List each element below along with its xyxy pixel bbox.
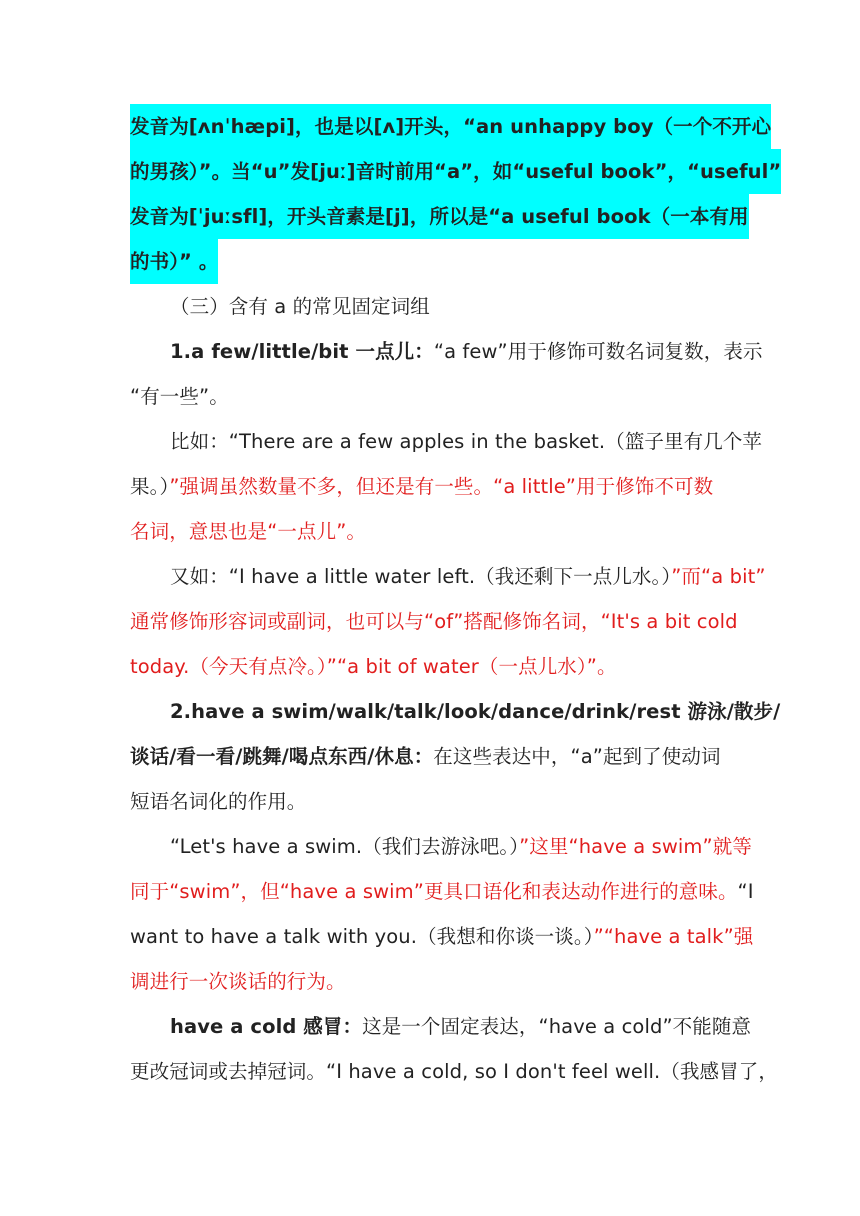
text-line [130,329,763,374]
text-line: 更改冠词或去掉冠词。“I have a cold, so I don't feel well.（我感冒了， [130,1060,778,1083]
body-text: want to have a talk with you.（我想和你谈一谈。） [130,925,594,948]
red-note: 通常修饰形容词或副词，也可以与“of”搭配修饰名词，“It's a bit cold [130,610,738,633]
body-text: 在这些表达中，“a”起到了使动词 [433,745,721,768]
highlighted-text: 发音为[ˈjuːsfl]，开头音素是[j]，所以是“a useful book（一本有用 [130,194,749,239]
text-line [130,869,754,914]
body-text: 果。） [130,475,170,498]
text-line: “有一些”。 [130,385,229,408]
body-text: 这是一个固定表达，“have a cold”不能随意 [362,1015,752,1038]
document-page [130,104,782,1094]
term-heading: have a cold 感冒： [170,1015,363,1038]
text-line [130,104,772,149]
red-note: ”“have a talk”强 [593,925,754,948]
term-heading: 2.have a swim/walk/talk/look/dance/drink/rest 游泳/散步/ [170,700,781,723]
text-line [130,914,754,959]
section-heading: （三）含有 a 的常见固定词组 [170,295,430,318]
text-line [130,734,732,779]
text-line [130,464,732,509]
highlighted-text: 的男孩）”。当“u”发[juː]音时前用“a”，如“useful book”，“useful” [130,149,781,194]
highlighted-text: 的书）” 。 [130,239,218,284]
red-note: 名词，意思也是“一点儿”。 [130,520,367,543]
red-note: ”这里“have a swim”就等 [519,835,752,858]
text-line [130,1004,752,1049]
red-note: ”强调虽然数量不多，但还是有一些。“a little”用于修饰不可数 [169,475,714,498]
text-line [130,194,749,239]
body-text: “I [737,880,754,903]
highlighted-text: 发音为[ʌnˈhæpi]，也是以[ʌ]开头，“an unhappy boy（一个不开心 [130,104,771,149]
text-line [130,239,732,284]
text-line: 比如：“There are a few apples in the basket.（篮子里有几个苹 [170,430,763,453]
red-note: 同于“swim”，但“have a swim”更具口语化和表达动作进行的意味。 [130,880,738,903]
text-line [130,554,766,599]
term-heading: 谈话/看一看/跳舞/喝点东西/休息： [130,745,434,768]
red-note: 调进行一次谈话的行为。 [130,970,346,993]
red-note: today.（今天有点冷。）”“a bit of water（一点儿水）”。 [130,655,617,678]
body-text: 又如：“I have a little water left.（我还剩下一点儿水。） [170,565,672,588]
body-text: “a few”用于修饰可数名词复数，表示 [433,340,763,363]
red-note: ”而“a bit” [671,565,766,588]
text-line [130,824,752,869]
body-text: “Let's have a swim.（我们去游泳吧。） [170,835,520,858]
term-heading: 1.a few/little/bit 一点儿： [170,340,434,363]
text-line [130,149,782,194]
text-line: 短语名词化的作用。 [130,790,307,813]
